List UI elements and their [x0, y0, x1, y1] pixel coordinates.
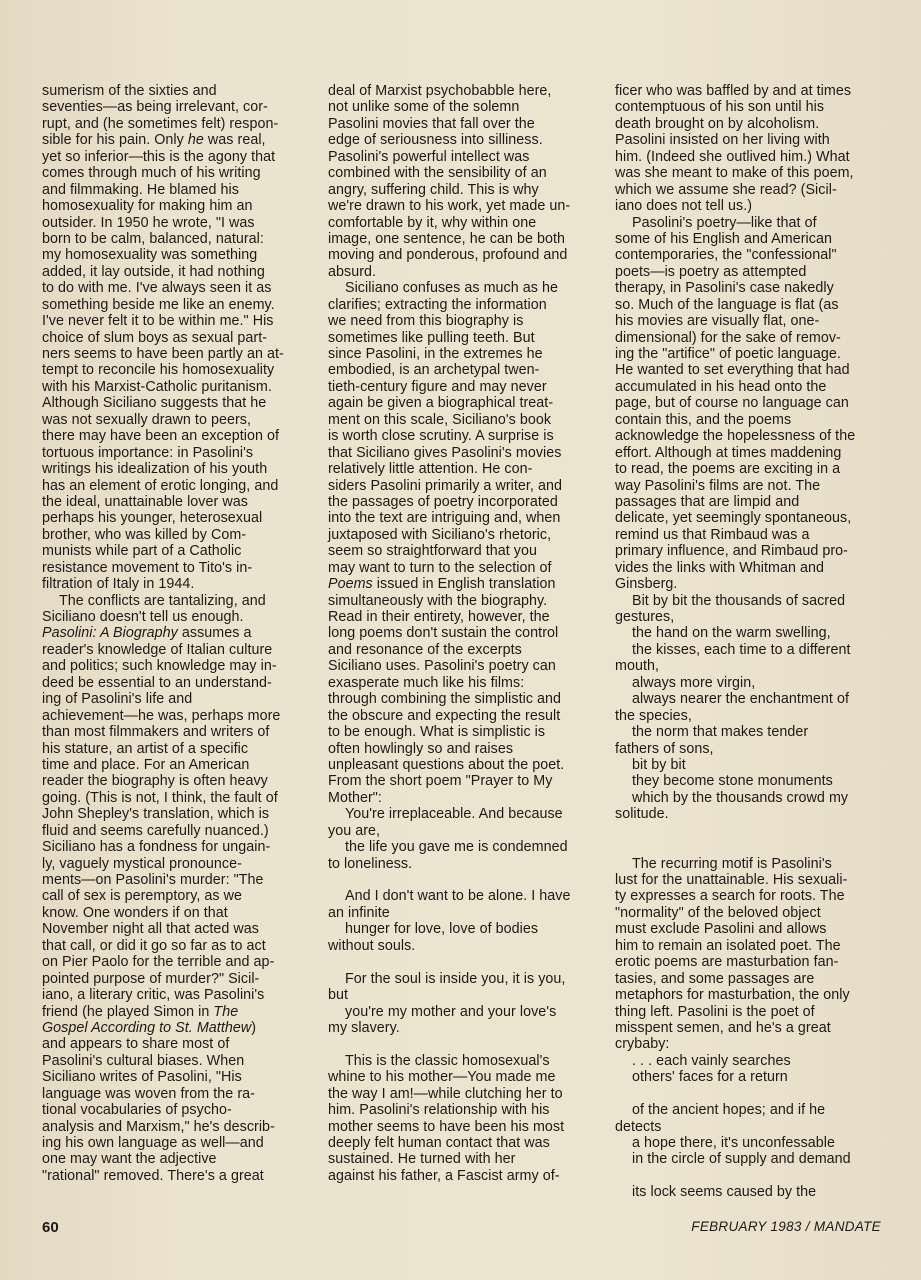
text-line: juxtaposed with Siciliano's rhetoric, — [328, 526, 552, 543]
text-line: This is the classic homosexual's — [345, 1052, 550, 1069]
text-line: was she meant to make of this poem, — [615, 165, 854, 182]
text-line: The recurring motif is Pasolini's — [632, 855, 832, 872]
text-line: through combining the simplistic and — [328, 691, 562, 708]
text-column-2 — [328, 83, 590, 1184]
text-line: detects — [615, 1118, 662, 1135]
text-line: erotic poems are masturbation fan- — [615, 954, 839, 971]
text-line: may want to turn to the selection of — [328, 559, 552, 576]
text-line: a hope there, it's unconfessable — [632, 1135, 836, 1151]
text-line: contemporaries, the "confessional" — [615, 247, 837, 264]
text-line: sometimes like pulling teeth. But — [328, 329, 535, 346]
text-line — [328, 872, 590, 888]
text-line: primary influence, and Rimbaud pro- — [615, 543, 848, 560]
text-line: deeply felt human contact that was — [328, 1135, 550, 1151]
text-line: Pasolini's powerful intellect was — [328, 148, 530, 165]
text-line: page, but of course no language can — [615, 395, 849, 412]
text-line: others' faces for a return — [632, 1069, 788, 1086]
text-line: Although Siciliano suggests that he — [42, 395, 267, 412]
text-line: filtration of Italy in 1944. — [42, 576, 195, 593]
text-line — [615, 823, 883, 839]
text-line: Mother": — [328, 789, 382, 806]
text-line: you're my mother and your love's — [345, 1003, 557, 1020]
text-line: comes through much of his writing — [42, 165, 261, 182]
text-line: time and place. For an American — [42, 756, 250, 773]
text-line — [328, 576, 590, 592]
text-line: against his father, a Fascist army of- — [328, 1167, 560, 1184]
text-line: which we assume she read? (Sicil- — [615, 181, 837, 198]
text-line: embodied, is an archetypal twen- — [328, 362, 540, 379]
text-line: language was woven from the ra- — [42, 1085, 255, 1102]
text-line: not unlike some of the solemn — [328, 99, 520, 116]
text-line: they become stone monuments — [632, 773, 833, 790]
text-line: ing his own language as well—and — [42, 1135, 264, 1151]
text-line: Bit by bit the thousands of sacred — [632, 592, 846, 609]
text-line: the way I am!—while clutching her to — [328, 1085, 563, 1102]
text-line: deed be essential to an understand- — [42, 674, 272, 691]
text-column-1 — [42, 83, 304, 1184]
text-line: which by the thousands crowd my — [632, 789, 849, 806]
text-line: siders Pasolini primarily a writer, and — [328, 477, 562, 494]
text-line — [42, 1004, 304, 1020]
text-line: comfortable by it, why within one — [328, 214, 537, 231]
text-line: ment on this scale, Siciliano's book — [328, 411, 552, 428]
text-line: added, it lay outside, it had nothing — [42, 263, 265, 280]
text-line: is worth close scrutiny. A surprise is — [328, 428, 554, 445]
text-line: vides the links with Whitman and — [615, 559, 824, 576]
text-line: and filmmaking. He blamed his — [42, 181, 239, 198]
text-line: whine to his mother—You made me — [328, 1069, 556, 1086]
text-line: the species, — [615, 707, 692, 724]
text-line: thing left. Pasolini is the poet of — [615, 1003, 815, 1020]
text-line: with his Marxist-Catholic puritanism. — [42, 378, 272, 395]
text-line: always more virgin, — [632, 674, 756, 691]
text-run: sible for his pain. Only — [42, 132, 188, 149]
text-line: him. Pasolini's relationship with his — [328, 1102, 550, 1119]
italic-run: Gospel According to St. Matthew — [42, 1019, 252, 1036]
text-run: was real, — [203, 132, 266, 149]
text-line: seem so straightforward that you — [328, 543, 538, 560]
text-line: to do with me. I've always seen it as — [42, 280, 272, 297]
text-line: his stature, an artist of a specific — [42, 740, 249, 757]
text-run: issued in English translation — [372, 576, 556, 593]
text-line: my slavery. — [328, 1019, 400, 1036]
text-line: one may want the adjective — [42, 1151, 217, 1168]
text-line: relatively little attention. He con- — [328, 461, 533, 478]
text-line — [328, 1036, 590, 1052]
text-line: resistance movement to Tito's in- — [42, 559, 253, 576]
text-line: iano, a literary critic, was Pasolini's — [42, 987, 265, 1004]
text-line: ty expresses a search for roots. The — [615, 888, 845, 905]
text-line: often howlingly so and raises — [328, 740, 514, 757]
text-line: way Pasolini's films are not. The — [615, 477, 821, 494]
text-line: but — [328, 987, 349, 1004]
text-line: there may have been an exception of — [42, 428, 280, 445]
text-line: than most filmmakers and writers of — [42, 724, 270, 741]
text-line: pointed purpose of murder?" Sicil- — [42, 970, 260, 987]
text-line: Siciliano writes of Pasolini, "His — [42, 1069, 242, 1086]
text-line: him. (Indeed she outlived him.) What — [615, 148, 850, 165]
text-line: born to be calm, balanced, natural: — [42, 230, 264, 247]
text-line: Siciliano has a fondness for ungain- — [42, 839, 271, 856]
text-line: The conflicts are tantalizing, and — [59, 592, 266, 609]
text-line: always nearer the enchantment of — [632, 691, 849, 708]
text-line: You're irreplaceable. And because — [345, 806, 563, 823]
text-line — [615, 1168, 883, 1184]
text-line: to be enough. What is simplistic is — [328, 724, 546, 741]
text-line: remind us that Rimbaud was a — [615, 526, 810, 543]
page-number: 60 — [42, 1219, 59, 1236]
text-line: ly, vaguely mystical pronounce- — [42, 855, 242, 872]
text-line: crybaby: — [615, 1036, 670, 1053]
italic-run: he — [187, 132, 204, 149]
text-line — [328, 954, 590, 970]
italic-run: The — [213, 1003, 239, 1020]
text-line: in the circle of supply and demand — [632, 1151, 851, 1168]
text-line: exasperate much like his films: — [328, 674, 525, 691]
text-line: accumulated in his head onto the — [615, 378, 827, 395]
text-line: the kisses, each time to a different — [632, 641, 851, 658]
text-line: something beside me like an enemy. — [42, 296, 275, 313]
text-line: Siciliano confuses as much as he — [345, 280, 558, 297]
text-line: since Pasolini, in the extremes he — [328, 346, 543, 362]
text-line: passages that are limpid and — [615, 493, 800, 510]
text-line: misspent semen, and he's a great — [615, 1019, 831, 1036]
text-line: an infinite — [328, 904, 390, 921]
text-line: perhaps his younger, heterosexual — [42, 510, 263, 527]
text-line: dimensional) for the sake of remov- — [615, 329, 841, 346]
text-line: homosexuality for making him an — [42, 198, 253, 215]
text-line: sustained. He turned with her — [328, 1151, 516, 1168]
text-line — [615, 1086, 883, 1102]
text-line: choice of slum boys as sexual part- — [42, 329, 268, 346]
text-line: moving and ponderous, profound and — [328, 247, 568, 264]
text-line: know. One wonders if on that — [42, 904, 228, 921]
text-line: the hand on the warm swelling, — [632, 625, 831, 642]
text-line: mother seems to have been his most — [328, 1118, 565, 1135]
text-run: friend (he played Simon in — [42, 1003, 214, 1020]
text-line: long poems don't sustain the control — [328, 625, 559, 642]
text-line: image, one sentence, he can be both — [328, 230, 566, 247]
text-line: to loneliness. — [328, 855, 413, 872]
text-run: ) — [251, 1019, 257, 1036]
text-line: was not sexually drawn to peers, — [42, 411, 252, 428]
text-line: Siciliano doesn't tell us enough. — [42, 609, 244, 625]
text-line: to read, the poems are exciting in a — [615, 461, 841, 478]
text-line: has an element of erotic longing, and — [42, 477, 279, 494]
text-line: edge of seriousness into silliness. — [328, 132, 543, 149]
text-line: brother, who was killed by Com- — [42, 526, 247, 543]
text-line: Pasolini's poetry—like that of — [632, 214, 817, 231]
text-line — [42, 625, 304, 641]
text-line: achievement—he was, perhaps more — [42, 707, 281, 724]
text-line: And I don't want to be alone. I have — [345, 888, 571, 905]
text-line: He wanted to set everything that had — [615, 362, 850, 379]
text-line: the obscure and expecting the result — [328, 707, 561, 724]
text-line: reader the biography is often heavy — [42, 773, 268, 790]
text-line: into the text are intriguing and, when — [328, 510, 561, 527]
text-line: seventies—as being irrelevant, cor- — [42, 99, 268, 116]
text-line: iano does not tell us.) — [615, 198, 753, 215]
text-line: call of sex is peremptory, as we — [42, 888, 242, 905]
text-line: deal of Marxist psychobabble here, — [328, 83, 552, 99]
issue-line: FEBRUARY 1983 / MANDATE — [691, 1219, 881, 1234]
text-line: . . . each vainly searches — [632, 1052, 791, 1069]
text-line: ments—on Pasolini's murder: "The — [42, 872, 264, 888]
text-line: Pasolini insisted on her living with — [615, 132, 830, 149]
text-line: hunger for love, love of bodies — [345, 921, 539, 938]
text-line: ficer who was baffled by and at times — [615, 83, 852, 99]
text-line: tasies, and some passages are — [615, 970, 815, 987]
text-line: mouth, — [615, 658, 660, 675]
text-line: simultaneously with the biography. — [328, 592, 548, 609]
text-line: the ideal, unattainable lover was — [42, 493, 248, 510]
text-line: Pasolini movies that fall over the — [328, 115, 535, 132]
text-line: combined with the sensibility of an — [328, 165, 547, 182]
text-line: absurd. — [328, 263, 377, 280]
text-column-3 — [615, 83, 883, 1201]
text-line: metaphors for masturbation, the only — [615, 987, 850, 1004]
text-line: bit by bit — [632, 756, 686, 773]
text-line: fluid and seems carefully nuanced.) — [42, 822, 269, 839]
text-line: I've never felt it to be within me." His — [42, 313, 274, 330]
text-line: ing the "artifice" of poetic language. — [615, 346, 841, 362]
text-line: so. Much of the language is flat (as — [615, 296, 839, 313]
text-line: unpleasant questions about the poet. — [328, 756, 565, 773]
text-line: sumerism of the sixties and — [42, 83, 217, 99]
text-line — [42, 1020, 304, 1036]
text-line: without souls. — [328, 937, 416, 954]
text-line: tieth-century figure and may never — [328, 378, 547, 395]
text-line: you are, — [328, 822, 381, 839]
text-line: effort. Although at times maddening — [615, 444, 842, 461]
text-line: death brought on by alcoholism. — [615, 115, 820, 132]
text-line: Read in their entirety, however, the — [328, 609, 550, 625]
italic-run: Pasolini: A Biography — [42, 625, 178, 642]
text-line: tional vocabularies of psycho- — [42, 1102, 232, 1119]
text-line: contain this, and the poems — [615, 411, 792, 428]
text-line: writings his idealization of his youth — [42, 461, 268, 478]
text-line: ing of Pasolini's life and — [42, 691, 193, 708]
text-line: ners seems to have been partly an at- — [42, 346, 284, 362]
text-line: on Pier Paolo for the terrible and ap- — [42, 954, 275, 971]
text-line: him to remain an isolated poet. The — [615, 937, 841, 954]
text-line: again be given a biographical treat- — [328, 395, 554, 412]
text-line: delicate, yet seemingly spontaneous, — [615, 510, 852, 527]
text-line: must exclude Pasolini and allows — [615, 921, 827, 938]
text-line: therapy, in Pasolini's case nakedly — [615, 280, 834, 297]
text-line: poets—is poetry as attempted — [615, 263, 807, 280]
text-line: the passages of poetry incorporated — [328, 493, 558, 510]
text-line — [42, 132, 304, 148]
text-line: Ginsberg. — [615, 576, 678, 593]
text-line: that Siciliano gives Pasolini's movies — [328, 444, 562, 461]
text-run: assumes a — [177, 625, 252, 642]
italic-run: Poems — [328, 576, 373, 593]
text-line: acknowledge the hopelessness of the — [615, 428, 856, 445]
text-line: tortuous importance: in Pasolini's — [42, 444, 254, 461]
text-line: angry, suffering child. This is why — [328, 181, 539, 198]
text-line: solitude. — [615, 806, 669, 823]
text-line: munists while part of a Catholic — [42, 543, 242, 560]
text-line: and appears to share most of — [42, 1036, 230, 1053]
text-line: that call, or did it go so far as to act — [42, 937, 266, 954]
text-line: November night all that acted was — [42, 921, 260, 938]
text-line: contemptuous of his son until his — [615, 99, 825, 116]
text-line: reader's knowledge of Italian culture — [42, 641, 273, 658]
text-line: my homosexuality was something — [42, 247, 258, 264]
text-line: going. (This is not, I think, the fault of — [42, 789, 278, 806]
text-line: we need from this biography is — [328, 313, 524, 330]
text-line: clarifies; extracting the information — [328, 296, 547, 313]
text-line: and politics; such knowledge may in- — [42, 658, 277, 675]
text-line: tempt to reconcile his homosexuality — [42, 362, 275, 379]
text-line: we're drawn to his work, yet made un- — [328, 198, 571, 215]
text-line: "rational" removed. There's a great — [42, 1167, 264, 1184]
text-line: From the short poem "Prayer to My — [328, 773, 553, 790]
text-line: lust for the unattainable. His sexuali- — [615, 872, 848, 888]
text-line: Pasolini's cultural biases. When — [42, 1052, 245, 1069]
text-line: Siciliano uses. Pasolini's poetry can — [328, 658, 556, 675]
text-line: For the soul is inside you, it is you, — [345, 970, 566, 987]
text-line: and resonance of the excerpts — [328, 641, 522, 658]
text-line: gestures, — [615, 609, 675, 625]
text-line: the norm that makes tender — [632, 724, 809, 741]
text-line: rupt, and (he sometimes felt) respon- — [42, 115, 279, 132]
text-line: some of his English and American — [615, 230, 832, 247]
text-line: outsider. In 1950 he wrote, "I was — [42, 214, 255, 231]
text-line: John Shepley's translation, which is — [42, 806, 270, 823]
text-line: his movies are visually flat, one- — [615, 313, 820, 330]
text-line: its lock seems caused by the — [632, 1184, 817, 1201]
text-line: fathers of sons, — [615, 740, 714, 757]
text-line: yet so inferior—this is the agony that — [42, 148, 276, 165]
text-line: the life you gave me is condemned — [345, 839, 568, 856]
text-line: of the ancient hopes; and if he — [632, 1102, 826, 1119]
text-line: analysis and Marxism," he's describ- — [42, 1118, 275, 1135]
text-line — [615, 839, 883, 855]
text-line: "normality" of the beloved object — [615, 904, 821, 921]
